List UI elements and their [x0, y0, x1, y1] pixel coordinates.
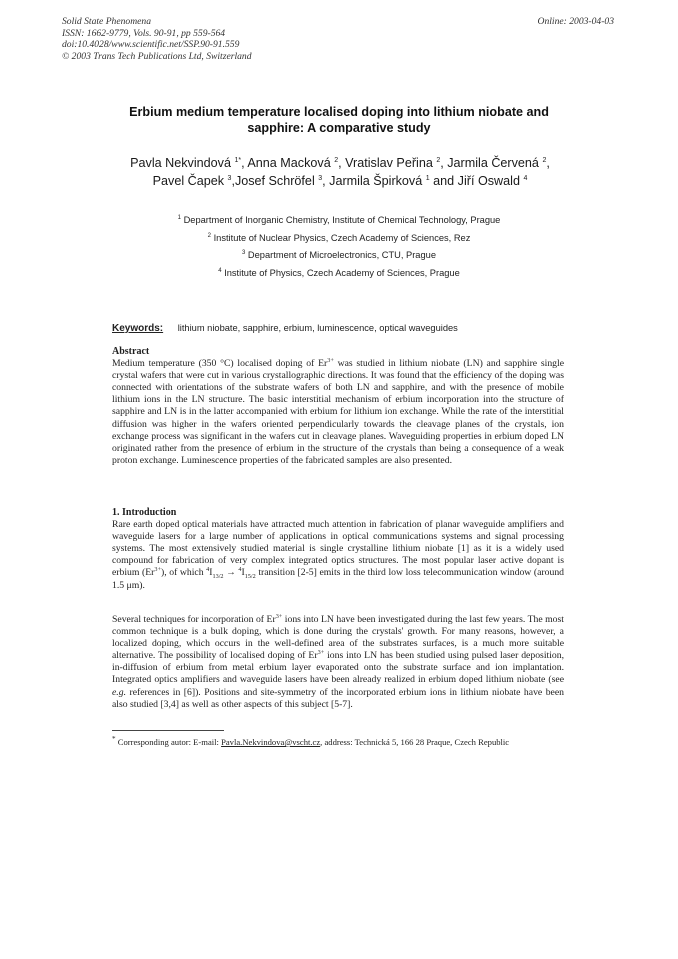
online-date: Online: 2003-04-03 — [537, 16, 614, 27]
affiliation-list — [100, 212, 578, 282]
journal-name: Solid State Phenomena — [62, 16, 151, 27]
abstract-heading: Abstract — [112, 346, 150, 357]
author-affil-mark: 2 — [436, 156, 441, 164]
affiliation-2: $^2$ Institute of Nuclear Physics, Czech Academy of Sciences, Rez — [207, 232, 471, 243]
author-name: Jarmila Špirková — [329, 174, 423, 188]
title-line-1: Erbium medium temperature localised doping into lithium niobate and — [129, 105, 549, 119]
abstract-section — [112, 346, 564, 467]
introduction-paragraph-1: Rare earth doped optical materials have attracted much attention in fabrication of planar waveguide amplifiers and waveguide lasers for a large number of applications in optical communications systems and signal processing systems. The most extensively studied material is single crystalline lithium niobate [1] as it is a widely used compound for fabrication of very complex integrated optics structures. The most popular laser active dopant is erbium $(Er^{3+})$, of which $^4I_{13/2} \to ^4I_{15/2}$ transition [2-5] emits in the third low loss telecommunication window (around 1.5 μm). — [112, 519, 565, 591]
issn-line: ISSN: 1662-9779, Vols. 90-91, pp 559-564 — [62, 27, 226, 39]
keywords-text: lithium niobate, sapphire, erbium, luminescence, optical waveguides — [177, 323, 458, 333]
author-conjunction: and — [433, 174, 455, 188]
author-affil-mark: 3 — [227, 174, 232, 182]
introduction-paragraph-2: Several techniques for incorporation of $Er^{3+}$ ions into LN have been investigated during the last few years. The most common technique is a bulk doping, which is done during the crystals' growth. For many reasons, however, a localized doping, which occurs in the well-defined area of the substrates surfaces, is a much more suitable alternative. The possibility of localised doping of $Er^{3+}$ ions into LN has been studied using pulsed laser deposition, in-diffusion of erbium from metal erbium layer evaporated onto the substrate surface and ion implantation. Integrated optics amplifiers and waveguide lasers have been already realized in erbium doped lithium niobate (see e.g. references in [6]). Positions and site-symmetry of the incorporated erbium ions in lithium niobate have been also studied [3,4] as well as other aspects of this subject [5-7]. — [112, 612, 564, 710]
introduction-heading: 1. Introduction — [112, 507, 177, 518]
author-affil-mark: 2 — [334, 156, 339, 164]
author-name: Josef Schröfel — [234, 174, 315, 188]
author-affil-mark: 4 — [523, 174, 528, 182]
introduction-section — [112, 507, 564, 592]
affiliation-3: $^3$ Department of Microelectronics, CTU, Prague — [241, 250, 436, 261]
author-affil-mark: 3 — [318, 174, 323, 182]
author-name: Pavel Čapek — [152, 174, 225, 188]
title-line-2: sapphire: A comparative study — [247, 121, 431, 135]
author-email-link[interactable]: Pavla.Nekvindova@vscht.cz — [221, 736, 321, 747]
affiliation-4: $^4$ Institute of Physics, Czech Academy of Sciences, Prague — [218, 267, 460, 278]
keywords-label: Keywords: — [112, 323, 164, 334]
author-line-2: Pavel Čapek $^3$,Josef Schröfel $^3$, Jarmila Špirková $^1$ and Jiří Oswald $^4$ — [152, 174, 528, 188]
doi-line: doi:10.4028/www.scientific.net/SSP.90-91.559 — [62, 39, 240, 50]
journal-header — [62, 16, 252, 62]
author-name: Pavla Nekvindová — [130, 156, 231, 170]
affiliation-1: $^1$ Department of Inorganic Chemistry, Institute of Chemical Technology, Prague — [177, 214, 501, 225]
abstract-paragraph: Medium temperature (350 °C) localised doping of $Er^{3+}$ was studied in lithium niobate (LN) and sapphire single crystal wafers that were cut in various crystallographic directions. It was found that the efficiency of the doping was connected with orientations of the substrate wafers of both LN and sapphire, and with the presence of mobile lithium ions in the LN structure. The basic interstitial mechanism of erbium incorporation into the structure of sapphire and LN is in the latter accompanied with erbium for lithium ion exchange. While the rate of the interstitial diffusion was higher in the wafers oriented perpendicularly towards the cleavage planes of the crystals, ion exchange process was significant in the wafers cut in cleavage planes. Waveguiding properties in erbium doped LN originated rather from the presence of erbium in the structure of the crystals than being a consequence of a weak proton exchange. Luminescence properties of the fabricated samples are also presented. — [112, 356, 564, 466]
author-list — [80, 154, 600, 190]
keywords-line — [112, 323, 458, 334]
author-affil-mark: 2 — [542, 156, 547, 164]
author-affil-mark: 1* — [234, 156, 242, 164]
author-name: Jiří Oswald — [457, 174, 520, 188]
author-line-1: Pavla Nekvindová $^{1*}$, Anna Macková $^2$, Vratislav Peřina $^2$, Jarmila Červená $^2$, — [130, 156, 550, 170]
paper-title — [100, 104, 578, 136]
author-name: Anna Macková — [247, 156, 331, 170]
author-affil-mark: 1 — [425, 174, 430, 182]
author-name: Jarmila Červená — [447, 156, 539, 170]
author-name: Vratislav Peřina — [345, 156, 433, 170]
copyright-line: © 2003 Trans Tech Publications Ltd, Switzerland — [62, 50, 252, 62]
footnote-divider — [112, 730, 224, 731]
corresponding-author-footnote: * Corresponding autor: E-mail: Pavla.Nekvindova@vscht.cz, address: Technická 5, 166 28 Praque, Czech Republic — [112, 735, 510, 747]
introduction-paragraph-2-block — [112, 614, 564, 711]
